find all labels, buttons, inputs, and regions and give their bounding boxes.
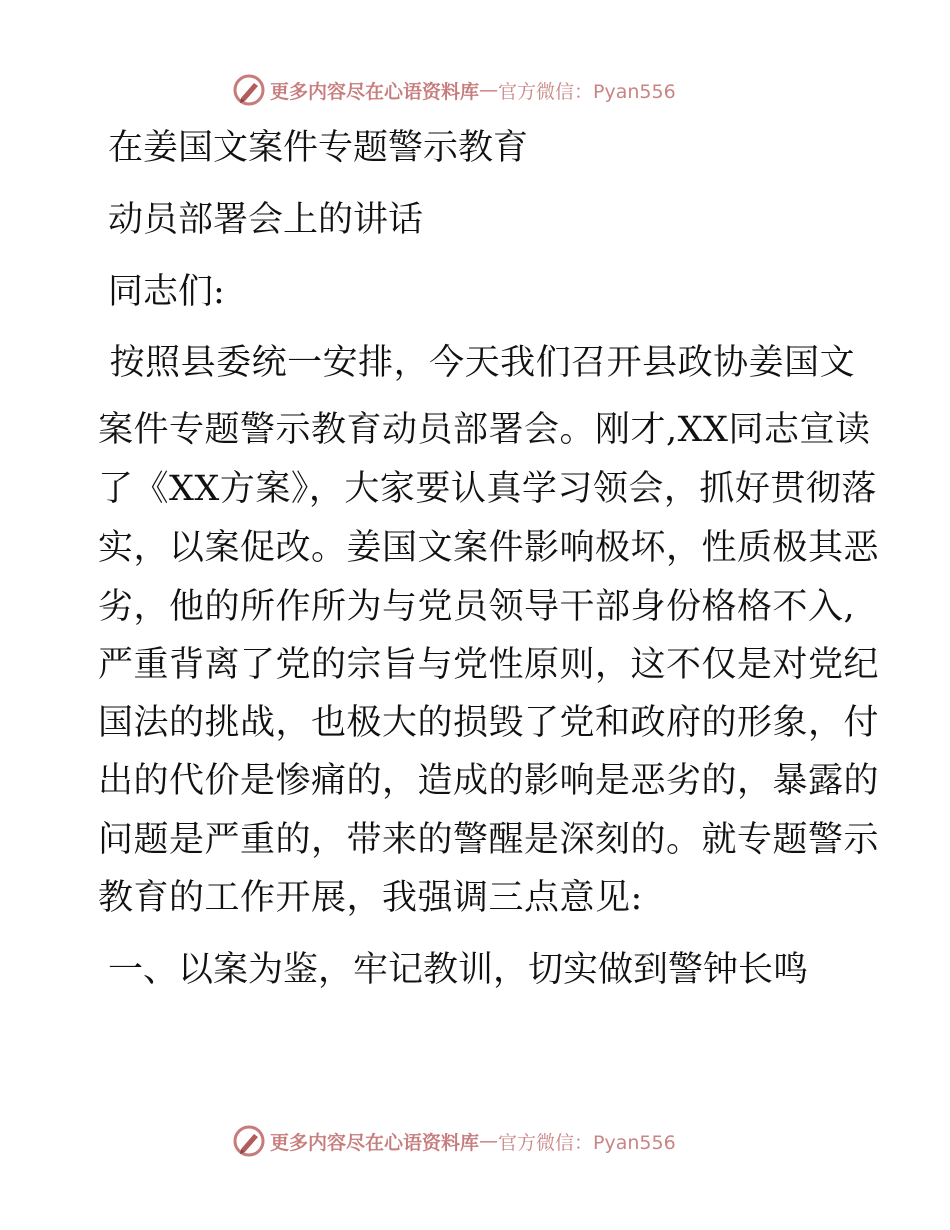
- paragraph-line: 劣，他的所作所为与党员领导干部身份格格不入,: [98, 587, 856, 627]
- document-title-line1: 在姜国文案件专题警示教育: [108, 128, 529, 168]
- paragraph-line: 严重背离了党的宗旨与党性原则，这不仅是对党纪: [98, 645, 880, 685]
- paragraph-line: 按照县委统一安排，今天我们召开县政协姜国文: [98, 343, 856, 383]
- watermark-wechat: 官方微信：Pyan556: [498, 1131, 676, 1154]
- watermark-wechat: 官方微信：Pyan556: [498, 80, 676, 103]
- document-title-line2: 动员部署会上的讲话: [108, 200, 424, 240]
- footer-watermark: [232, 1124, 676, 1158]
- pen-logo-icon: [232, 1124, 266, 1158]
- paragraph-line: 实，以案促改。姜国文案件影响极坏，性质极其恶: [98, 528, 880, 568]
- paragraph-line: 案件专题警示教育动员部署会。刚才,XX同志宣读: [98, 410, 871, 450]
- watermark-text: 更多内容尽在心语资料库: [270, 1131, 480, 1154]
- watermark-text: 更多内容尽在心语资料库: [270, 80, 480, 103]
- watermark-separator: —: [479, 1130, 499, 1152]
- section-heading-1: 一、以案为鉴，牢记教训，切实做到警钟长鸣: [108, 950, 809, 990]
- pen-logo-icon: [232, 73, 266, 107]
- paragraph-line: 了《XX方案》，大家要认真学习领会，抓好贯彻落: [98, 469, 877, 509]
- greeting: 同志们:: [108, 272, 225, 312]
- paragraph-line: 国法的挑战，也极大的损毁了党和政府的形象，付: [98, 703, 880, 743]
- paragraph-line: 问题是严重的，带来的警醒是深刻的。就专题警示: [98, 820, 880, 860]
- paragraph-line: 出的代价是惨痛的，造成的影响是恶劣的，暴露的: [98, 761, 880, 801]
- header-watermark: [232, 73, 676, 107]
- paragraph-line: 教育的工作开展，我强调三点意见:: [98, 878, 643, 918]
- watermark-separator: —: [479, 79, 499, 101]
